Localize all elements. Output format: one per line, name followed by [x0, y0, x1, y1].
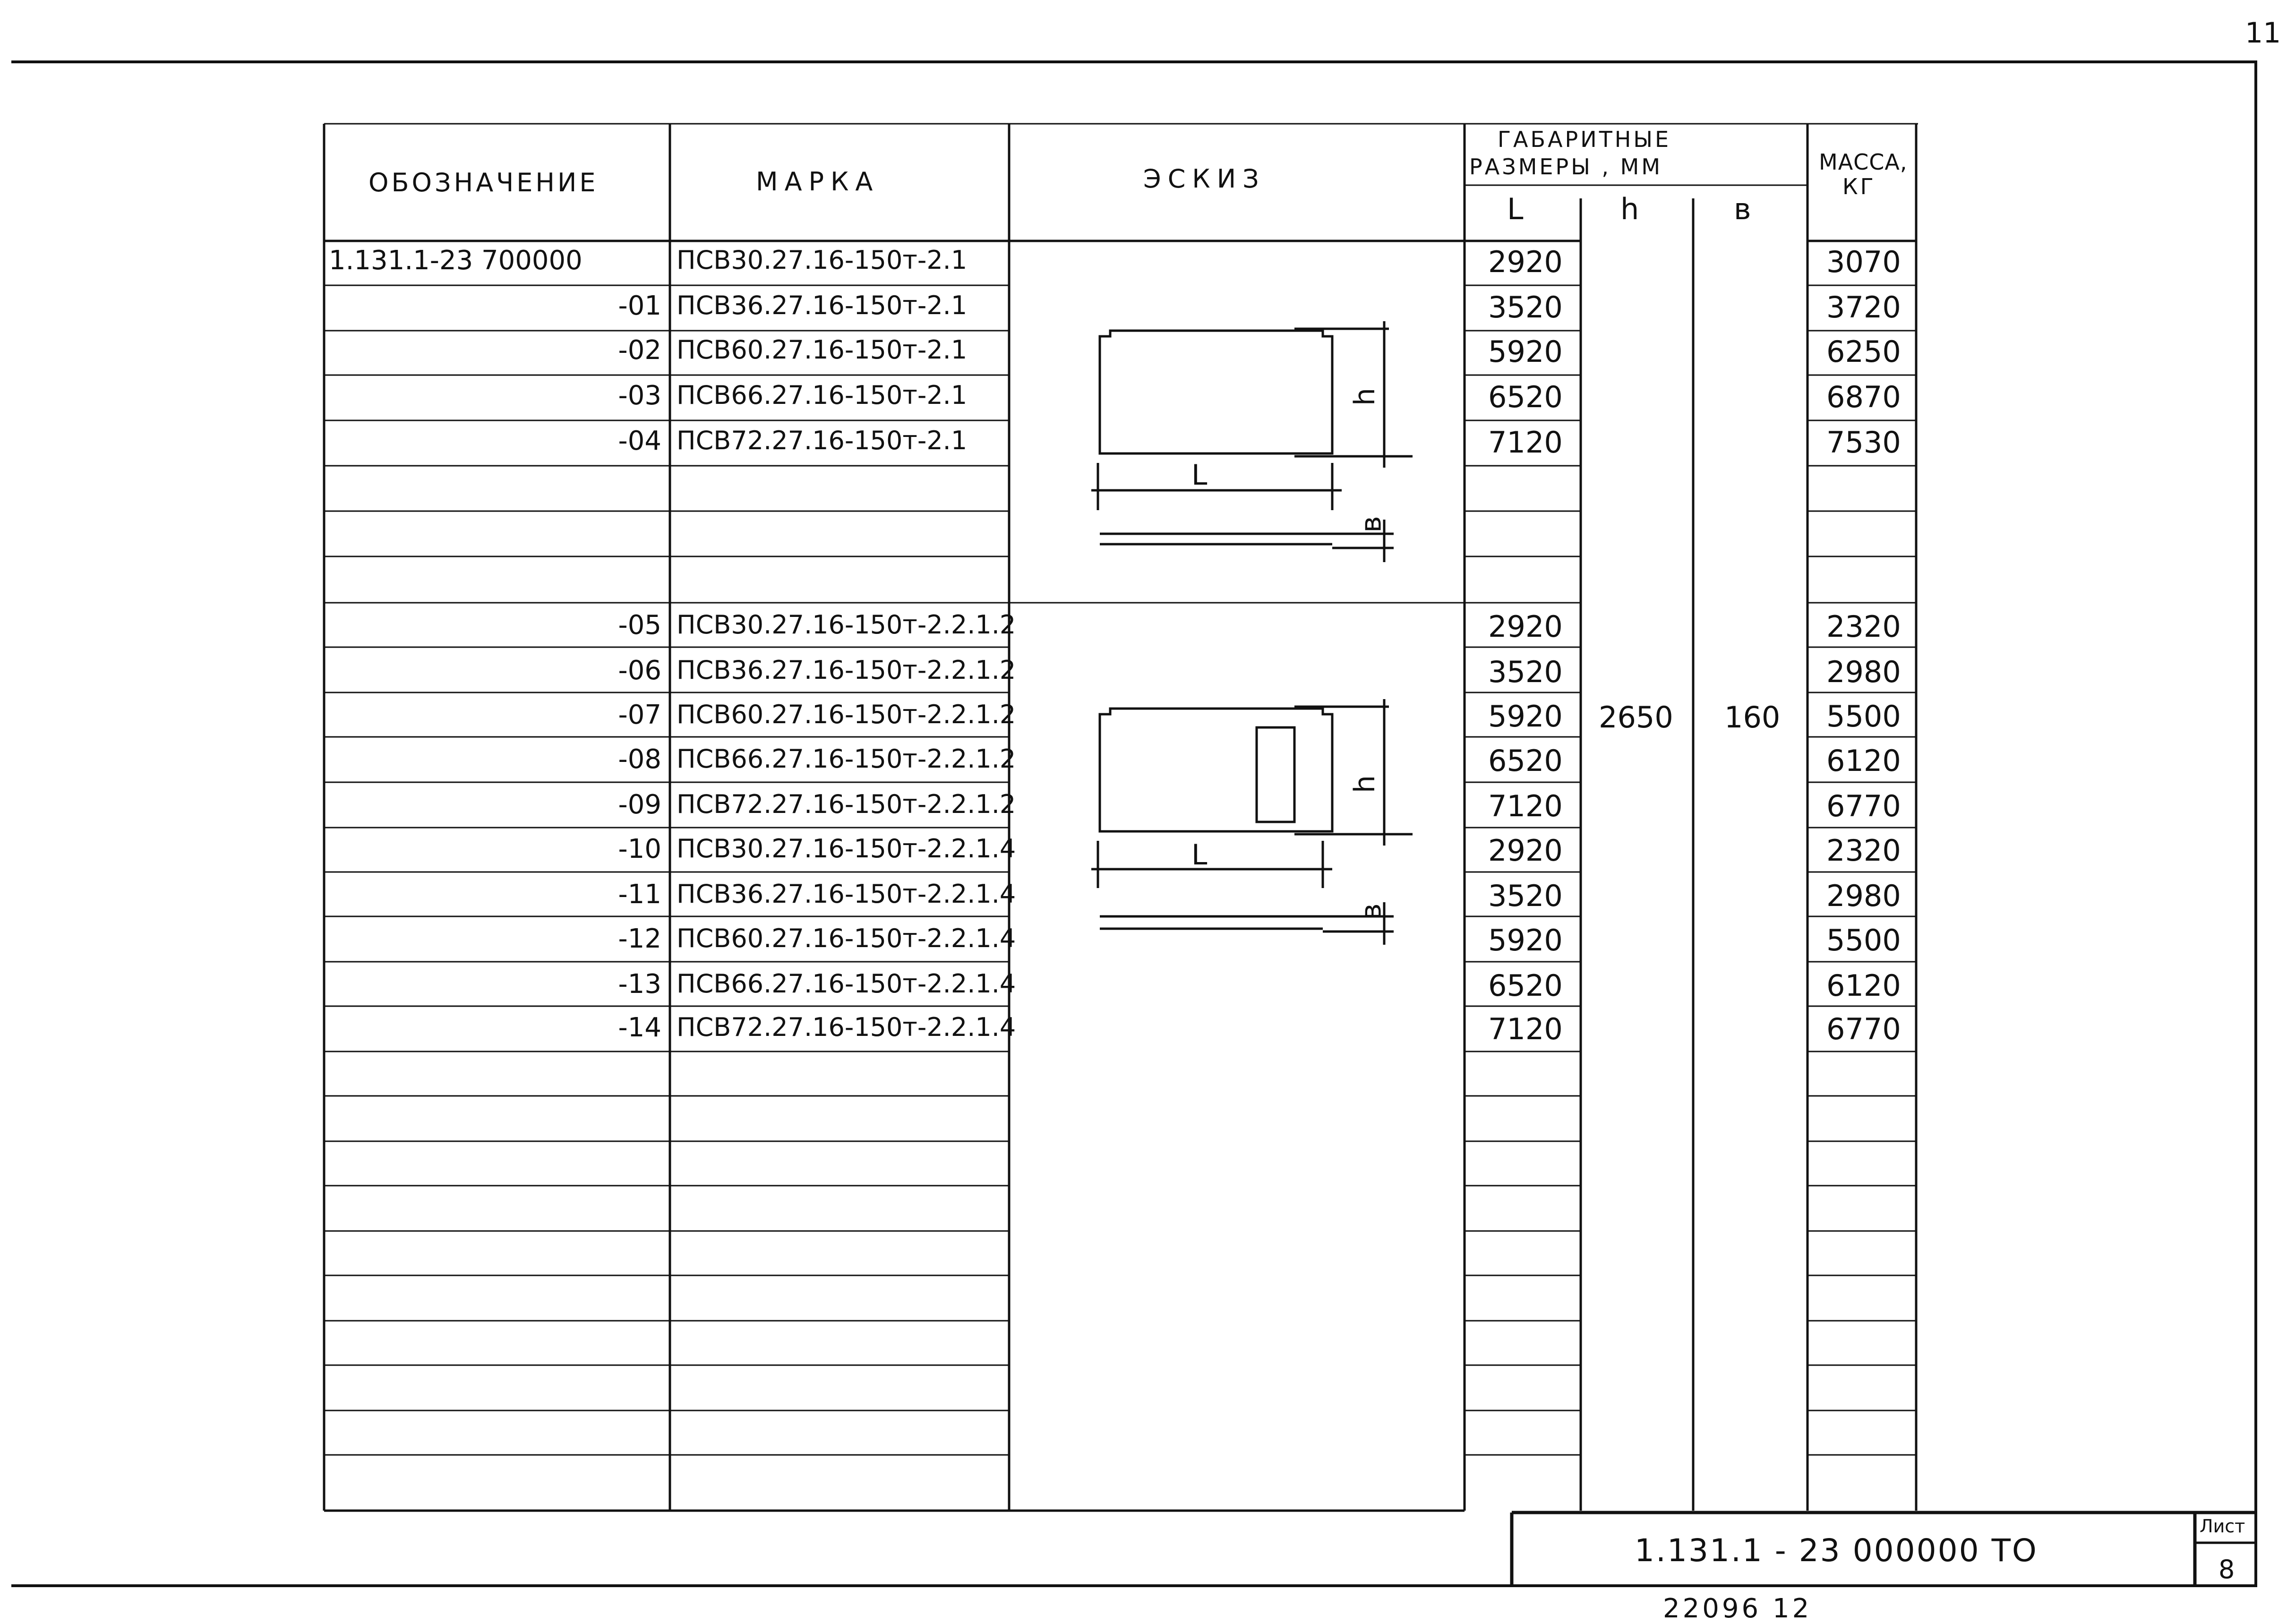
row-length: 7120 — [1488, 425, 1563, 460]
header-dim-L: L — [1507, 192, 1524, 226]
row-designation: -01 — [618, 291, 661, 321]
row-mass: 6120 — [1826, 744, 1901, 778]
row-mark: ПСВ66.27.16-150т-2.2.1.2 — [677, 744, 1016, 774]
row-mass: 2980 — [1826, 879, 1901, 913]
row-length: 5920 — [1488, 699, 1563, 734]
row-designation: -12 — [618, 923, 661, 954]
row-length: 6520 — [1488, 380, 1563, 414]
sketch-1-L-label: L — [1191, 459, 1208, 492]
header-mass-2: КГ — [1842, 174, 1876, 199]
row-designation: -09 — [618, 789, 661, 820]
row-length: 3520 — [1488, 655, 1563, 689]
row-mass: 6250 — [1826, 334, 1901, 369]
header-dims-title-2: РАЗМЕРЫ , ММ — [1469, 154, 1663, 179]
header-dim-b: в — [1734, 192, 1751, 226]
row-mass: 6120 — [1826, 968, 1901, 1003]
row-mark: ПСВ60.27.16-150т-2.2.1.2 — [677, 700, 1016, 729]
row-designation: -02 — [618, 335, 661, 366]
row-mark: ПСВ66.27.16-150т-2.2.1.4 — [677, 969, 1016, 999]
row-mass: 2320 — [1826, 833, 1901, 868]
sketch-2-h-label: h — [1348, 775, 1382, 794]
header-dim-h: h — [1620, 192, 1639, 226]
row-designation: -04 — [618, 426, 661, 456]
row-length: 2920 — [1488, 833, 1563, 868]
row-length: 6520 — [1488, 968, 1563, 1003]
stamp-sheet-number: 8 — [2218, 1555, 2235, 1584]
header-mass-1: МАССА, — [1819, 149, 1908, 175]
row-designation: -08 — [618, 744, 661, 775]
row-length: 2920 — [1488, 245, 1563, 279]
row-mark: ПСВ36.27.16-150т-2.1 — [677, 291, 968, 320]
row-mark: ПСВ30.27.16-150т-2.2.1.2 — [677, 610, 1016, 640]
row-mass: 2980 — [1826, 655, 1901, 689]
header-dims-title-1: ГАБАРИТНЫЕ — [1498, 127, 1671, 152]
row-length: 6520 — [1488, 744, 1563, 778]
row-mark: ПСВ72.27.16-150т-2.1 — [677, 426, 968, 455]
row-mass: 3070 — [1826, 245, 1901, 279]
row-length: 3520 — [1488, 290, 1563, 325]
row-designation: 1.131.1-23 700000 — [329, 245, 582, 276]
page-number: 11 — [2245, 17, 2281, 50]
row-designation: -05 — [618, 610, 661, 641]
row-mark: ПСВ36.27.16-150т-2.2.1.2 — [677, 655, 1016, 685]
header-designation: ОБОЗНАЧЕНИЕ — [368, 168, 599, 197]
row-designation: -07 — [618, 700, 661, 730]
row-mass: 2320 — [1826, 609, 1901, 644]
row-mark: ПСВ30.27.16-150т-2.1 — [677, 245, 968, 275]
row-designation: -11 — [618, 879, 661, 910]
common-h-value: 2650 — [1599, 700, 1673, 735]
sketch-2-L-label: L — [1191, 838, 1208, 872]
row-mass: 5500 — [1826, 923, 1901, 957]
row-mark: ПСВ72.27.16-150т-2.2.1.4 — [677, 1012, 1016, 1042]
sketch-1-h-label: h — [1348, 387, 1382, 406]
row-designation: -03 — [618, 380, 661, 411]
row-mark: ПСВ36.27.16-150т-2.2.1.4 — [677, 879, 1016, 909]
row-mass: 5500 — [1826, 699, 1901, 734]
common-b-value: 160 — [1724, 700, 1781, 735]
sketch-2-b-label: в — [1354, 903, 1388, 920]
stamp-document-code: 1.131.1 - 23 000000 ТО — [1635, 1532, 2038, 1569]
row-length: 7120 — [1488, 789, 1563, 823]
row-length: 2920 — [1488, 609, 1563, 644]
row-designation: -06 — [618, 655, 661, 686]
row-mark: ПСВ60.27.16-150т-2.1 — [677, 335, 968, 365]
row-mark: ПСВ66.27.16-150т-2.1 — [677, 380, 968, 410]
row-mark: ПСВ60.27.16-150т-2.2.1.4 — [677, 923, 1016, 953]
row-mark: ПСВ72.27.16-150т-2.2.1.2 — [677, 789, 1016, 819]
header-sketch: ЭСКИЗ — [1143, 164, 1266, 194]
row-mass: 3720 — [1826, 290, 1901, 325]
stamp-inventory-number: 22096 12 — [1663, 1593, 1812, 1624]
row-designation: -13 — [618, 969, 661, 1000]
row-mass: 7530 — [1826, 425, 1901, 460]
row-designation: -10 — [618, 834, 661, 864]
row-mass: 6770 — [1826, 789, 1901, 823]
header-mark: МАРКА — [756, 167, 880, 197]
row-designation: -14 — [618, 1012, 661, 1043]
row-mark: ПСВ30.27.16-150т-2.2.1.4 — [677, 834, 1016, 863]
row-mass: 6870 — [1826, 380, 1901, 414]
stamp-sheet-label: Лист — [2200, 1516, 2245, 1537]
row-length: 3520 — [1488, 879, 1563, 913]
row-length: 7120 — [1488, 1012, 1563, 1046]
sketch-1-b-label: в — [1354, 516, 1388, 533]
row-length: 5920 — [1488, 923, 1563, 957]
row-length: 5920 — [1488, 334, 1563, 369]
row-mass: 6770 — [1826, 1012, 1901, 1046]
